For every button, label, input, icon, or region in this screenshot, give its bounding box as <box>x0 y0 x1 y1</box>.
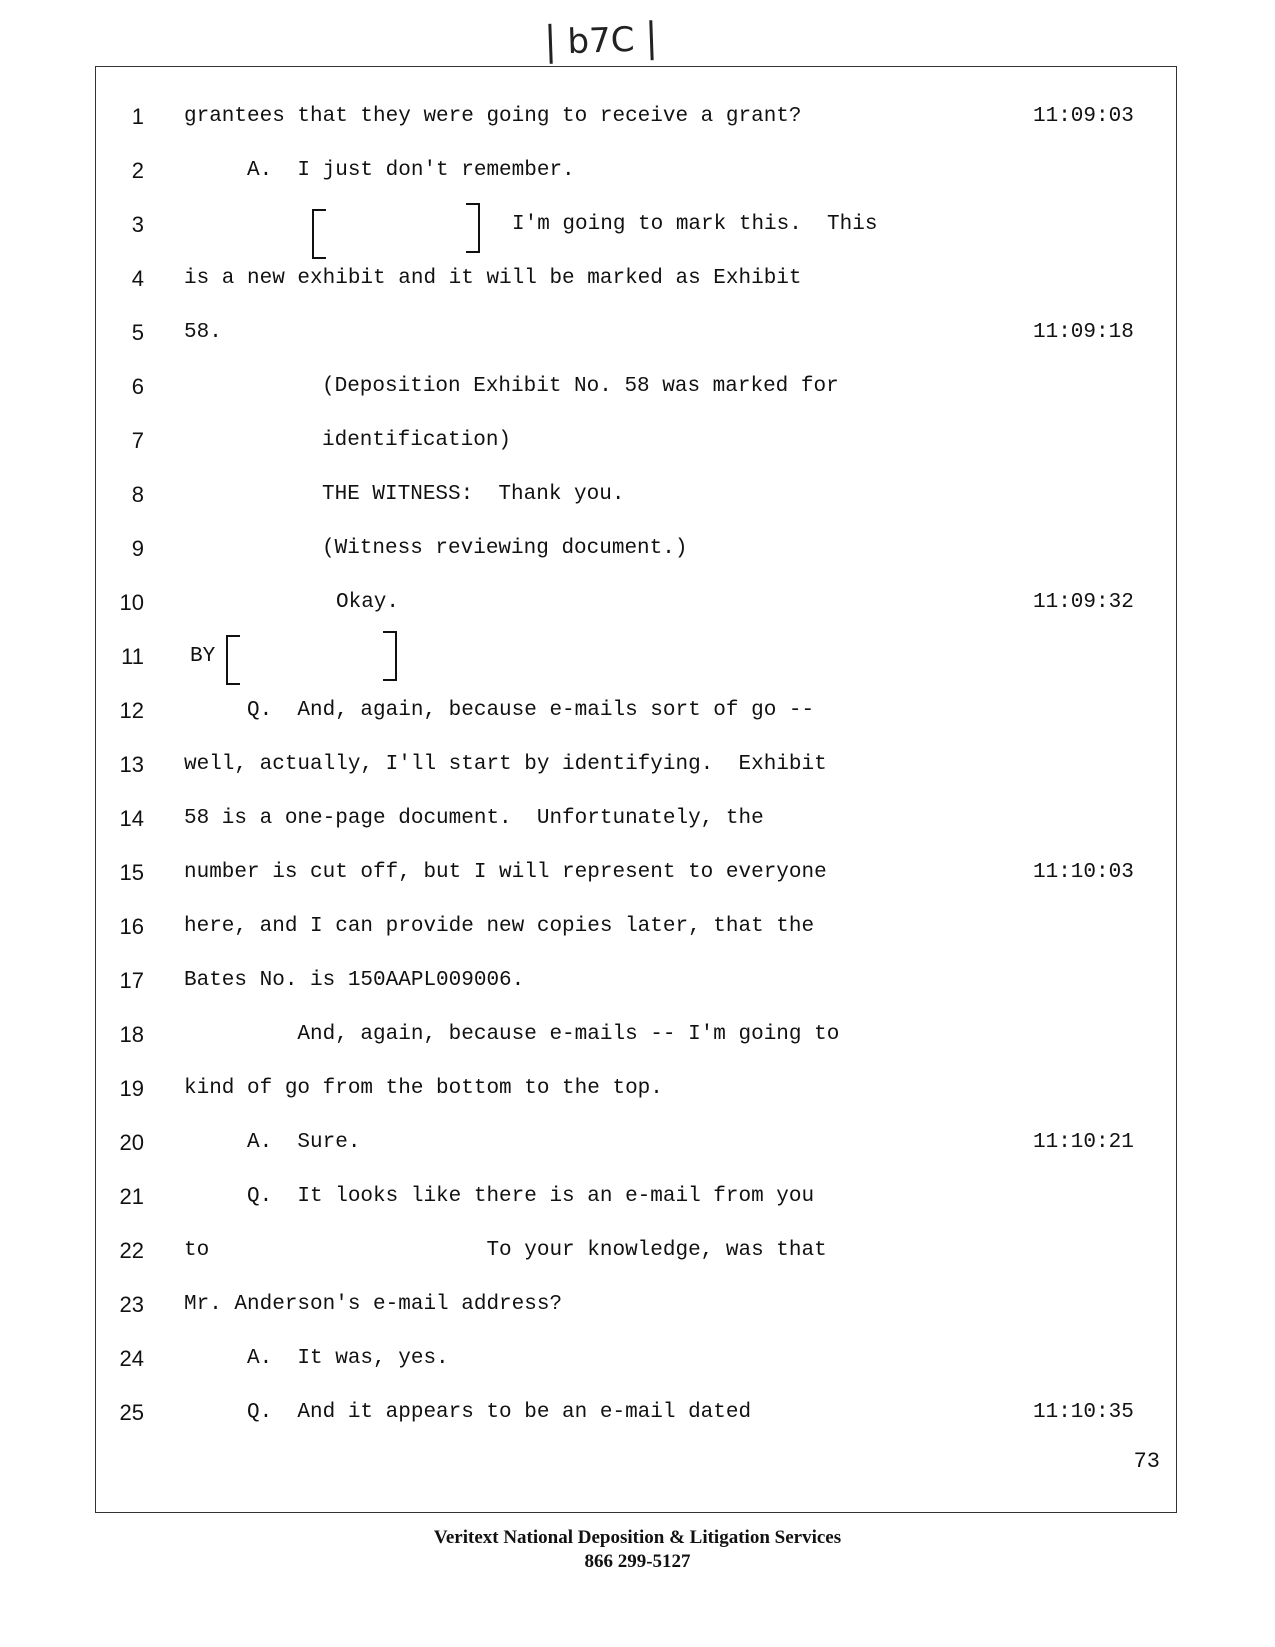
line-timestamp: 11:10:21 <box>1033 1131 1134 1154</box>
line-number: 7 <box>131 428 144 453</box>
transcript-line <box>0 1075 1275 1115</box>
line-number: 1 <box>131 104 144 129</box>
line-number: 9 <box>131 536 144 561</box>
line-text: And, again, because e-mails -- I'm going to <box>184 1023 840 1046</box>
line-number: 8 <box>131 482 144 507</box>
line-text: identification) <box>322 429 512 452</box>
line-text: Okay. <box>336 591 400 614</box>
line-number: 16 <box>119 914 144 939</box>
transcript-line <box>0 805 1275 845</box>
line-number: 22 <box>119 1238 144 1263</box>
line-text: THE WITNESS: Thank you. <box>322 483 625 506</box>
line-text: Q. And, again, because e-mails sort of go -- <box>184 699 815 722</box>
line-text: Mr. Anderson's e-mail address? <box>184 1293 563 1316</box>
line-text: grantees that they were going to receive a grant? <box>184 105 802 128</box>
line-text: A. Sure. <box>184 1131 361 1154</box>
line-number: 15 <box>119 860 144 885</box>
line-number: 25 <box>119 1400 144 1425</box>
transcript-line <box>0 1399 1275 1439</box>
line-timestamp: 11:09:18 <box>1033 321 1134 344</box>
footer-company: Veritext National Deposition & Litigation Services <box>433 1527 842 1548</box>
line-text: A. I just don't remember. <box>184 159 575 182</box>
transcript-line <box>0 1345 1275 1385</box>
redaction-bracket-close <box>383 631 397 681</box>
line-number: 2 <box>131 158 144 183</box>
transcript-line <box>0 481 1275 521</box>
transcript-line <box>0 1183 1275 1223</box>
line-number: 5 <box>131 320 144 345</box>
line-number: 13 <box>119 752 144 777</box>
transcript-line <box>0 913 1275 953</box>
line-number: 10 <box>119 590 144 615</box>
line-number: 18 <box>119 1022 144 1047</box>
transcript-line <box>0 1021 1275 1061</box>
transcript-line <box>0 265 1275 305</box>
line-text: here, and I can provide new copies later, that the <box>184 915 815 938</box>
transcript-line <box>0 373 1275 413</box>
line-text: Q. It looks like there is an e-mail from you <box>184 1185 815 1208</box>
transcript-line <box>0 535 1275 575</box>
transcript-line <box>0 211 1275 251</box>
line-text: is a new exhibit and it will be marked as Exhibit <box>184 267 802 290</box>
line-text: A. It was, yes. <box>184 1347 449 1370</box>
transcript-line <box>0 859 1275 899</box>
line-number: 11 <box>121 644 144 669</box>
transcript-line <box>0 967 1275 1007</box>
transcript-line <box>0 1237 1275 1277</box>
transcript-line <box>0 697 1275 737</box>
line-text: (Witness reviewing document.) <box>322 537 688 560</box>
redaction-bracket-close <box>466 203 480 253</box>
line-text: Q. And it appears to be an e-mail dated <box>184 1401 752 1424</box>
line-text: (Deposition Exhibit No. 58 was marked for <box>322 375 839 398</box>
transcript-line <box>0 643 1275 683</box>
line-timestamp: 11:09:03 <box>1033 105 1134 128</box>
line-number: 4 <box>131 266 144 291</box>
line-text: I'm going to mark this. This <box>512 213 878 236</box>
line-text: kind of go from the bottom to the top. <box>184 1077 663 1100</box>
line-number: 23 <box>119 1292 144 1317</box>
line-text: Bates No. is 150AAPL009006. <box>184 969 525 992</box>
page-number: 73 <box>1133 1449 1160 1474</box>
line-number: 19 <box>119 1076 144 1101</box>
line-number: 21 <box>119 1184 144 1209</box>
transcript-line <box>0 751 1275 791</box>
line-text: well, actually, I'll start by identifying. Exhibit <box>184 753 827 776</box>
transcript-line <box>0 1291 1275 1331</box>
transcript-line <box>0 589 1275 629</box>
line-text: number is cut off, but I will represent to everyone <box>184 861 827 884</box>
redaction-stamp: b7C <box>548 20 653 64</box>
line-text: 58. <box>184 321 222 344</box>
line-number: 20 <box>119 1130 144 1155</box>
line-text: 58 is a one-page document. Unfortunately, the <box>184 807 764 830</box>
redaction-bracket-open <box>312 209 326 259</box>
footer-phone: 866 299-5127 <box>584 1551 691 1572</box>
transcript-line <box>0 157 1275 197</box>
line-number: 14 <box>119 806 144 831</box>
transcript-line <box>0 319 1275 359</box>
transcript-line <box>0 427 1275 467</box>
line-number: 17 <box>119 968 144 993</box>
line-number: 24 <box>119 1346 144 1371</box>
line-text: to To your knowledge, was that <box>184 1239 827 1262</box>
line-text: BY <box>190 645 216 668</box>
line-timestamp: 11:10:35 <box>1033 1401 1134 1424</box>
line-number: 12 <box>119 698 144 723</box>
transcript-line <box>0 1129 1275 1169</box>
transcript-line <box>0 103 1275 143</box>
line-number: 6 <box>131 374 144 399</box>
line-timestamp: 11:09:32 <box>1033 591 1134 614</box>
line-timestamp: 11:10:03 <box>1033 861 1134 884</box>
line-number: 3 <box>131 212 144 237</box>
redaction-bracket-open <box>226 635 240 685</box>
